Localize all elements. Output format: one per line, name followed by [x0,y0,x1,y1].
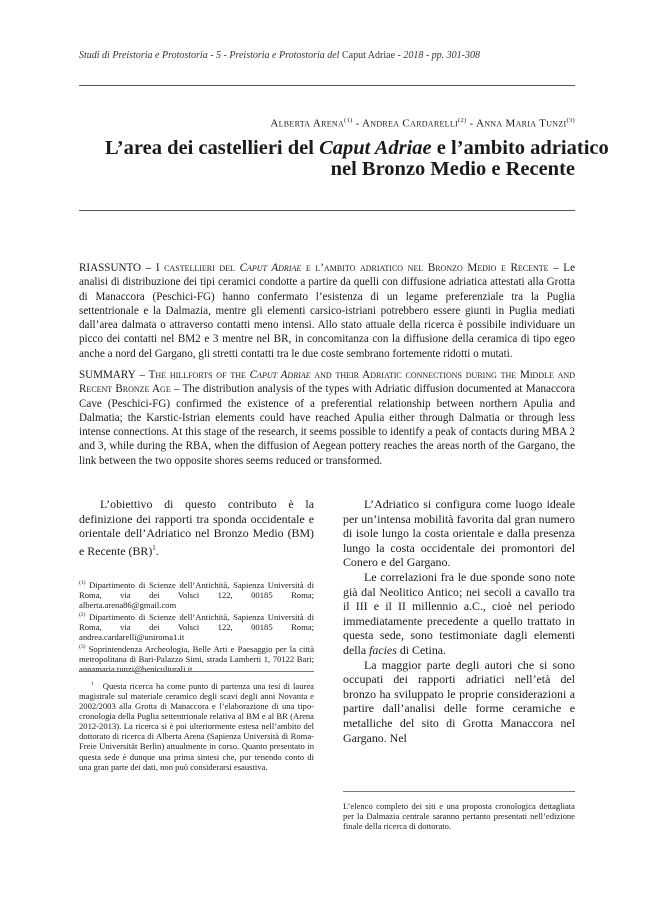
author-2: Andrea Cardarelli [362,117,459,130]
summary-head-italic: Caput Adriae [249,369,311,381]
footnote-1 [79,679,314,772]
title-line1-start: L’area dei castellieri del [105,137,314,159]
body-right-column [343,497,575,745]
body-right-p2-italic: facies [369,642,397,657]
footnote-2-text: L’elenco completo dei siti e una proposta cronologica dettagliata per la Dalmazia centrale saranno pertanto presentati nell’edizione finale della ricerca di dottorato. [343,801,575,832]
body-left-p1: L’obiettivo di questo contributo è la definizione dei rapporti tra sponda occidentale e orientale dell’Adriatico nel Bronzo Medio (BM) e Recente (BR) [79,497,314,558]
summary-head-end: and their Adriatic connections during the Middle and Recent Bronze Age [79,369,575,396]
author-3-ref: (3) [566,117,575,124]
title-italic: Caput Adriae [319,137,432,159]
riassunto-text: – Le analisi di distribuzione dei tipi ceramici condotte a partire da quelli con diffusione adriatica attestati alla Grotta di Manaccora (Peschici-FG) hanno confermato l’esistenza di un legame preferenziale tra la Puglia settentrionale e la Dalmazia, mentre gli elementi carsico-istriani potrebbero essere giunti in Puglia mediati dall’area dalmata o attraverso contatti meno intensi. Allo stato attuale della ricerca è possibile individuare un picco dei contatti nel BM2 e 3 mentre nel BR, in concomitanza con la diffusione della ceramica di tipo egeo anche a nord del Gargano, gli stretti contatti tra le due coste sembrano fortemente ridotti o mutati. [79,262,575,360]
title-line1-end: e l’ambito adriatico [436,137,609,159]
author-2-ref: (2) [458,117,467,124]
affiliation-1-text: Dipartimento di Scienze dell’Antichità, Sapienza Università di Roma, via dei Volsci 122, 00185 Roma; alberta.arena86@gmail.com [79,579,314,611]
riassunto-head-end: e l’ambito adriatico nel Bronzo Medio e Recente [301,262,549,274]
riassunto-head-italic: Caput Adriae [239,262,302,274]
footnote-1-paragraph [79,679,314,772]
body-paragraph: L’Adriatico si configura come luogo ideale per un’intensa mobilità favorita dal gran numero di isole lungo la costa orientale e dalla presenza lungo la costa occidentale dei promontori del Conero e del Gargano. [343,497,575,570]
author-1-ref: (1) [344,117,353,124]
author-3: Anna Maria Tunzi [475,117,567,130]
body-left-column [79,497,314,558]
footnote-1-marker: 1 [91,681,94,687]
body-right-p2: Le correlazioni fra le due sponde sono note già dal Neolitico Antico; nei secoli a cavallo tra il III e il II millennio a.C., cioè nel periodo immediatamente precedente a quello trattato in questa sede, sono testimoniate dagli elementi della [343,569,575,657]
summary-text: – The distribution analysis of the types with Adriatic diffusion documented at Manaccora Cave (Peschici-FG) confirmed the existence of a preferential relationship between northern Apulia and Dalmatia; the Karstic-Istrian elements could have reached Apulia either through Dalmatia or through less intense connections. At this stage of the research, it seems possible to identify a peak of contacts during MBA 2 and 3, while during the RBA, when the diffusion of Aegean pottery reaches the areas north of the Gargano, the link between the two opposite shores seems reduced or transformed. [79,383,575,467]
journal-name: Studi di Preistoria e Protostoria - 5 - Preistoria e Protostoria del [79,50,340,61]
author-separator: - [352,117,362,130]
author-line [270,117,575,130]
riassunto-label: RIASSUNTO [79,262,142,274]
summary [79,368,575,468]
affiliation-3-marker: (3) [79,644,86,651]
footnote-ref-1[interactable]: 1 [152,543,156,552]
body-paragraph: La maggior parte degli autori che si sono occupati dei rapporti adriatici nell’età del bronzo ha sviluppato le proprie considerazioni a partire dall’analisi delle forme ceramiche e metalliche del sito di Grotta Manaccora nel Gargano. Nel [343,657,575,745]
footnote-rule-left [79,671,314,672]
affiliation-2 [79,610,314,642]
affiliation-1-marker: (1) [79,580,86,586]
running-head-place: Caput Adriae [341,50,396,61]
riassunto-head: – I castellieri del [141,262,240,274]
body-right-p2-end: di Cetina. [399,642,447,657]
header-rule [79,85,575,86]
affiliation-3 [79,642,314,674]
affiliations [79,578,314,674]
author-1: Alberta Arena [270,117,345,130]
body-left-p1-end: . [155,543,159,558]
author-separator: - [466,117,476,130]
summary-label: SUMMARY [79,369,136,381]
running-head [79,50,579,61]
body-paragraph [79,497,314,558]
footnote-1-text: Questa ricerca ha come punto di partenza una tesi di laurea magistrale sul materiale ceramico degli scavi degli anni Novanta e 2002/2003 alla Grotta di Manaccora e l’elaborazione di una tipo-cronologia della Puglia settentrionale relativa al BM e al BR (Arena 2012-2013). La ricerca si è poi ulteriormente estesa nell’ambito del dottorato di ricerca di Alberta Arena (Sapienza Università di Roma-Freie Universität Berlin) attualmente in corso. Quanto presentato in questa sede è dunque una prima sintesi che, pur tenendo conto di una gran parte dei dati, non può considerarsi esaustiva. [79,680,314,772]
affiliation-2-text: Dipartimento di Scienze dell’Antichità, Sapienza Università di Roma, via dei Volsci 122, 00185 Roma; andrea.cardarelli@uniroma1.it [79,612,314,643]
title-line2: nel Bronzo Medio e Recente [330,158,575,180]
summary-head: – The hillforts of the [135,369,250,381]
paper-title [105,137,609,180]
running-head-pages: - 2018 - pp. 301-308 [397,50,481,61]
affiliation-1 [79,578,314,610]
title-rule [79,210,575,211]
affiliation-2-marker: (2) [79,612,86,619]
footnote-rule-right [343,791,575,792]
footnote-2-paragraph [343,801,575,831]
footnote-2 [343,801,575,831]
body-paragraph [343,570,575,658]
riassunto [79,261,575,361]
affiliation-3-text: Soprintendenza Archeologia, Belle Arti e Paesaggio per la città metropolitana di Bari-Palazzo Simi, strada Lamberti 1, 70122 Bari; annamaria.tunzi@beniculturali.it [79,644,315,675]
